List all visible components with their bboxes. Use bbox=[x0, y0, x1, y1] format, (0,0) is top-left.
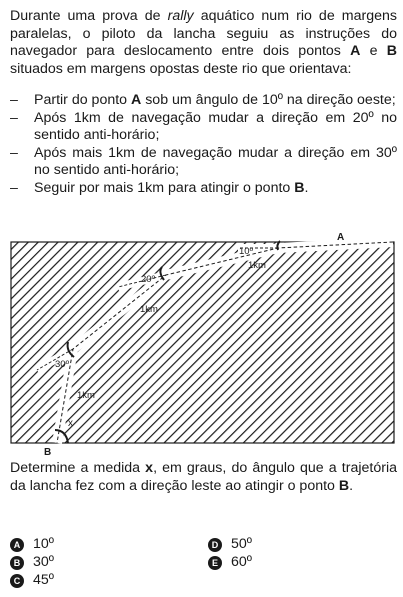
point-a-label: A bbox=[337, 232, 345, 243]
distance-3-label: 1km bbox=[77, 390, 95, 401]
option-b[interactable] bbox=[10, 554, 54, 572]
option-letter-badge: E bbox=[208, 556, 222, 570]
option-text: 10º bbox=[33, 536, 54, 553]
intro-point-a: A bbox=[350, 43, 361, 60]
instruction-item bbox=[10, 145, 397, 180]
intro-text-3: e bbox=[360, 43, 387, 60]
answer-options bbox=[10, 536, 400, 596]
point-b-label: B bbox=[44, 447, 52, 458]
list-dash: – bbox=[10, 179, 18, 196]
option-letter-badge: C bbox=[10, 574, 24, 588]
instruction-text-end: sob um ângulo de 10º na direção oeste; bbox=[141, 92, 396, 108]
list-dash: – bbox=[10, 109, 18, 126]
option-text: 30º bbox=[33, 554, 54, 571]
angle-20-label: 20º bbox=[141, 274, 156, 285]
intro-text-2: aquático num rio de margens paralelas, o piloto da lancha seguiu as instruções do navegador para deslocamento entre dois pontos bbox=[10, 8, 397, 60]
instruction-text: Partir do ponto bbox=[34, 92, 132, 108]
angle-x-label: x bbox=[68, 418, 73, 429]
list-dash: – bbox=[10, 144, 18, 161]
problem-intro bbox=[10, 8, 397, 78]
option-letter-badge: A bbox=[10, 538, 24, 552]
option-text: 60º bbox=[231, 554, 252, 571]
option-d[interactable] bbox=[208, 536, 252, 554]
instruction-bold: A bbox=[131, 92, 142, 108]
instruction-text: Após 1km de navegação mudar a direção em 20º no sentido anti-horário; bbox=[34, 109, 397, 144]
distance-1-label: 1km bbox=[248, 260, 266, 271]
option-text: 45º bbox=[33, 572, 54, 589]
instruction-text: Após mais 1km de navegação mudar a direção em 30º no sentido anti-horário; bbox=[34, 144, 397, 179]
instruction-item bbox=[10, 180, 397, 198]
intro-text-1: Durante uma prova de bbox=[10, 8, 168, 24]
distance-2-label: 1km bbox=[140, 304, 158, 315]
list-dash: – bbox=[10, 92, 18, 108]
instruction-item bbox=[10, 110, 397, 145]
instruction-text-end: . bbox=[304, 179, 309, 196]
angle-30-label: 30º bbox=[55, 359, 70, 370]
option-c[interactable] bbox=[10, 572, 54, 590]
instruction-list bbox=[10, 92, 397, 198]
question-part-1: Determine a medida bbox=[10, 460, 146, 476]
option-letter-badge: D bbox=[208, 538, 222, 552]
question-point-b: B bbox=[338, 477, 350, 494]
question-part-2: , em graus, do ângulo que a trajetória da lancha fez com a direção leste ao atingir o ponto bbox=[10, 460, 397, 494]
river-diagram bbox=[0, 230, 403, 458]
question-text bbox=[10, 460, 397, 495]
instruction-text: Seguir por mais 1km para atingir o ponto bbox=[34, 179, 295, 196]
intro-text-4: situados em margens opostas deste rio que orientava: bbox=[10, 60, 352, 77]
option-text: 50º bbox=[231, 536, 252, 553]
question-variable-x: x bbox=[145, 460, 154, 476]
intro-rally-word: rally bbox=[167, 8, 194, 24]
angle-10-label: 10º bbox=[239, 246, 254, 257]
intro-point-b: B bbox=[386, 43, 397, 60]
option-a[interactable] bbox=[10, 536, 54, 554]
instruction-bold: B bbox=[294, 179, 305, 196]
question-part-3: . bbox=[349, 477, 354, 494]
instruction-item bbox=[10, 92, 397, 110]
option-e[interactable] bbox=[208, 554, 252, 572]
option-letter-badge: B bbox=[10, 556, 24, 570]
